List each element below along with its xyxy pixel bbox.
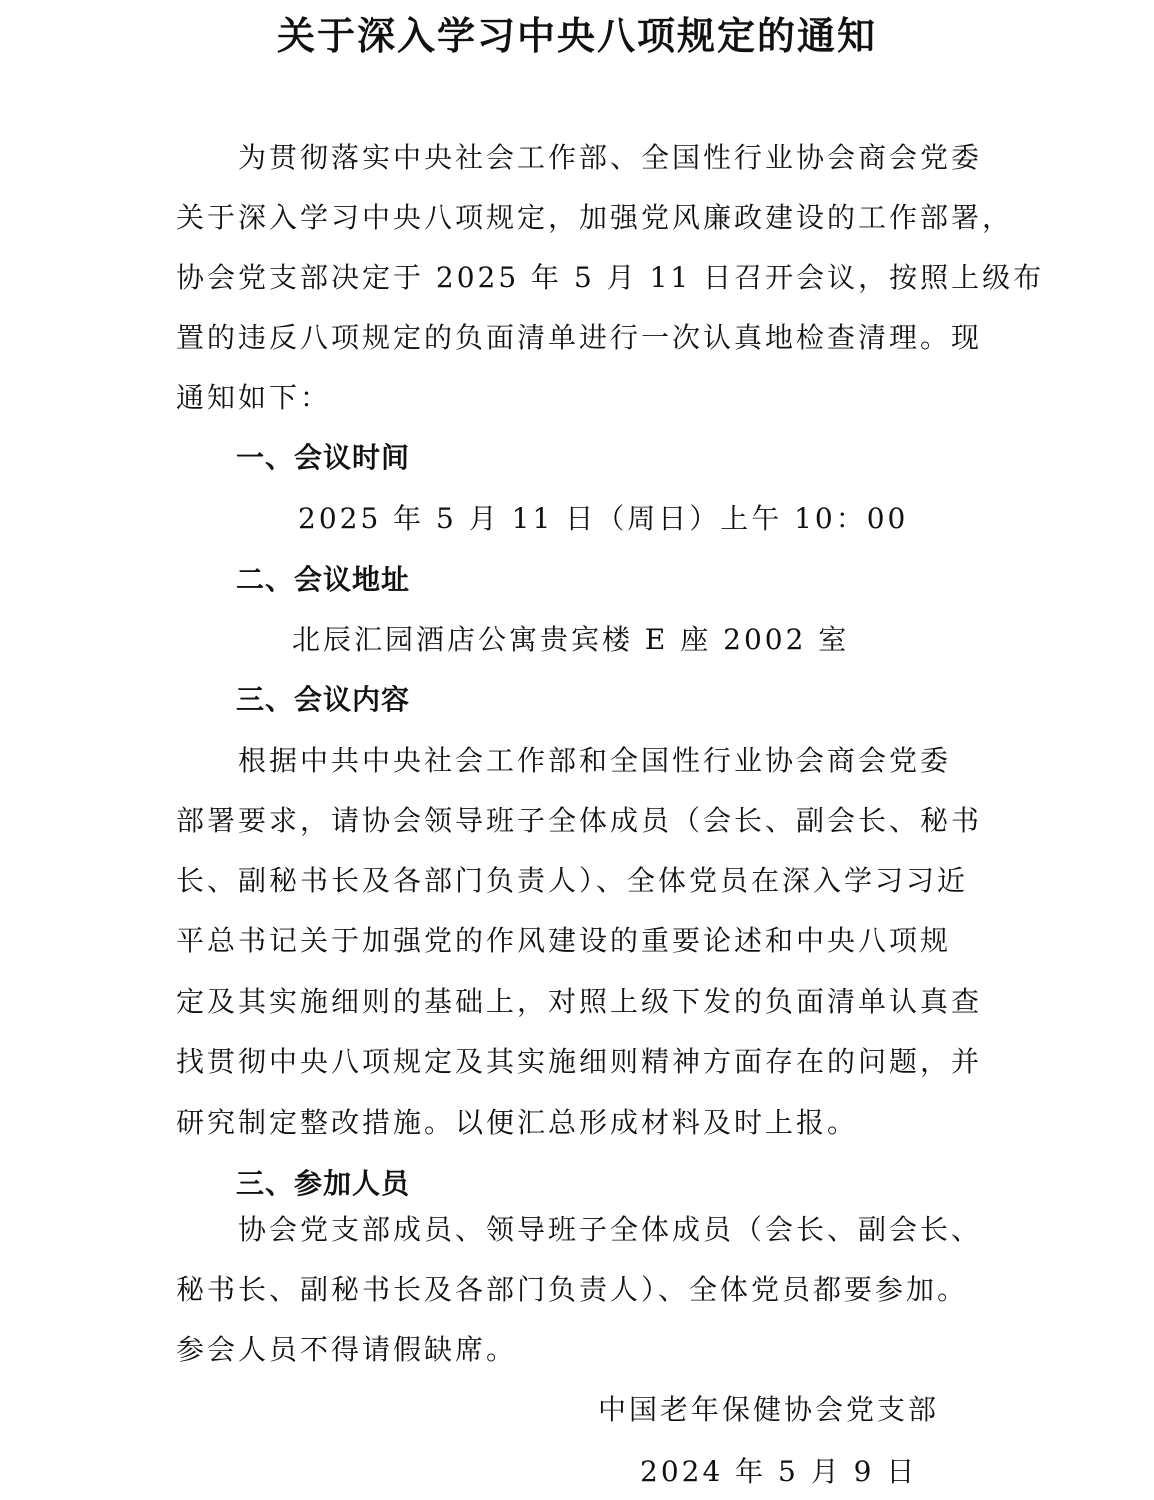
content-line-3: 长、副秘书长及各部门负责人）、全体党员在深入学习习近 [176, 864, 969, 897]
attendees-line-1: 协会党支部成员、领导班子全体成员（会长、副会长、 [238, 1213, 983, 1246]
intro-line-5: 通知如下： [176, 381, 332, 414]
meeting-time-value: 2025 年 5 月 11 日（周日）上午 10：00 [298, 502, 909, 535]
content-line-5: 定及其实施细则的基础上，对照上级下发的负面清单认真查 [176, 985, 983, 1018]
section-heading-meeting-content: 三、会议内容 [236, 683, 411, 716]
attendees-line-2: 秘书长、副秘书长及各部门负责人）、全体党员都要参加。 [176, 1273, 969, 1306]
content-line-4: 平总书记关于加强党的作风建设的重要论述和中央八项规 [176, 924, 952, 957]
content-line-7: 研究制定整改措施。以便汇总形成材料及时上报。 [176, 1106, 859, 1139]
content-line-2: 部署要求，请协会领导班子全体成员（会长、副会长、秘书 [176, 804, 983, 837]
intro-line-3: 协会党支部决定于 2025 年 5 月 11 日召开会议，按照上级布 [176, 261, 1045, 294]
content-line-6: 找贯彻中央八项规定及其实施细则精神方面存在的问题，并 [176, 1045, 983, 1078]
intro-line-1: 为贯彻落实中央社会工作部、全国性行业协会商会党委 [238, 141, 983, 174]
section-heading-attendees: 三、参加人员 [236, 1167, 411, 1200]
document-title: 关于深入学习中央八项规定的通知 [276, 13, 877, 58]
attendees-line-3: 参会人员不得请假缺席。 [176, 1333, 518, 1366]
signature-date: 2024 年 5 月 9 日 [640, 1455, 918, 1488]
intro-line-4: 置的违反八项规定的负面清单进行一次认真地检查清理。现 [176, 321, 983, 354]
content-line-1: 根据中共中央社会工作部和全国性行业协会商会党委 [238, 744, 952, 777]
signature-organization: 中国老年保健协会党支部 [598, 1393, 940, 1426]
intro-line-2: 关于深入学习中央八项规定，加强党风廉政建设的工作部署， [176, 201, 1014, 234]
meeting-address-value: 北辰汇园酒店公寓贵宾楼 E 座 2002 室 [292, 623, 850, 656]
section-heading-meeting-time: 一、会议时间 [236, 441, 411, 474]
section-heading-meeting-address: 二、会议地址 [236, 563, 411, 596]
